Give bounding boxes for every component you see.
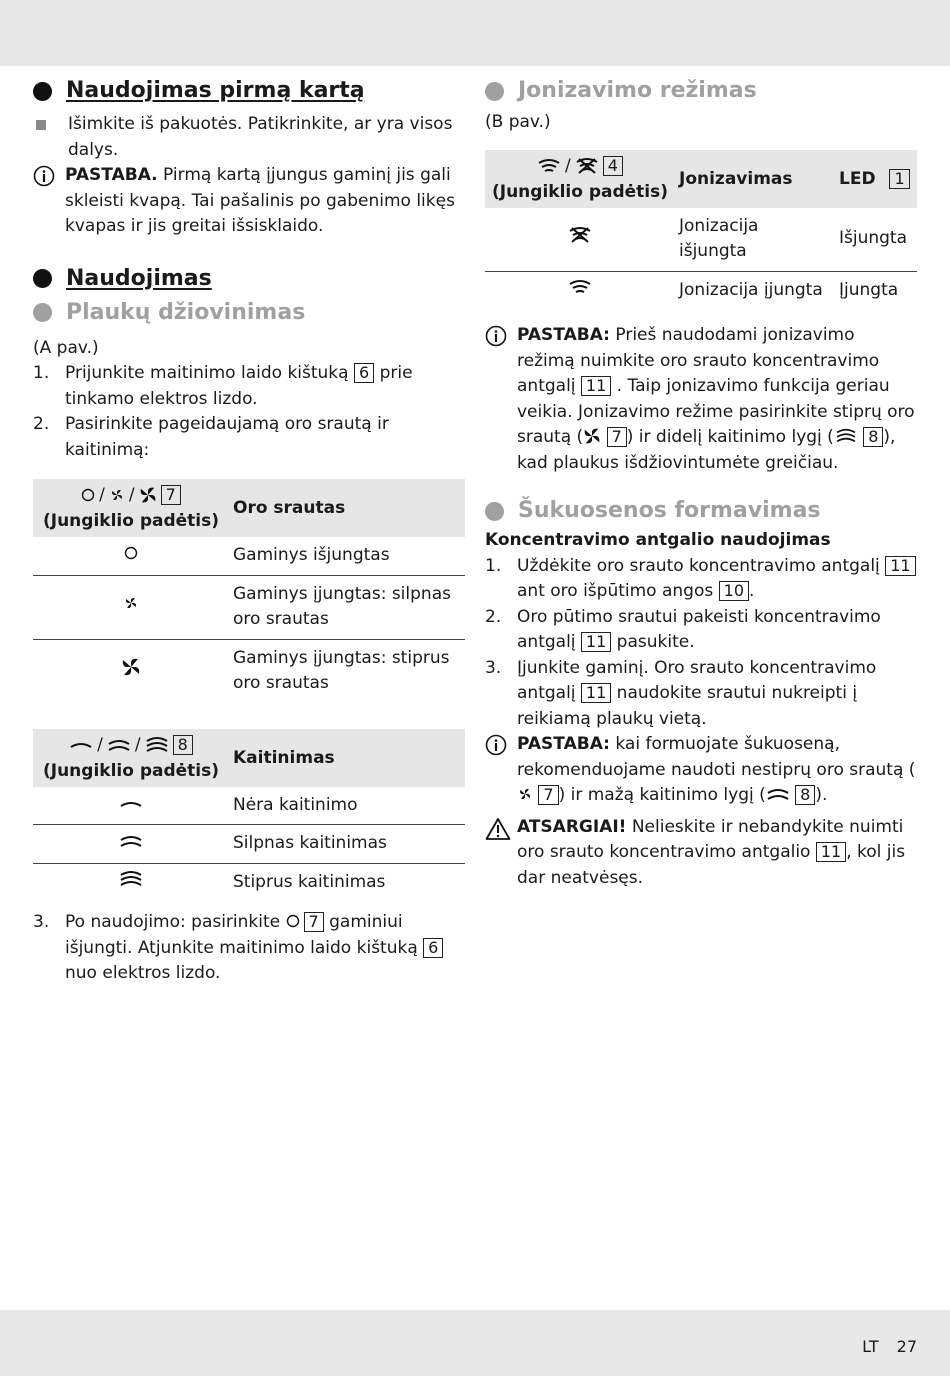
table-row: Nėra kaitinimo: [33, 787, 465, 825]
heat-low-icon: [119, 834, 143, 848]
col-airflow: Oro srautas: [229, 479, 465, 537]
heading-bullet-icon: [33, 303, 52, 322]
header-band: [0, 0, 950, 66]
ref-box: 6: [423, 938, 443, 958]
warning-styling: ATSARGIAI! Nelieskite ir nebandykite nuimti oro srauto koncentravimo antgalio 11 , kol jis dar neatvėsęs.: [485, 815, 917, 892]
heading-bullet-icon: [33, 269, 52, 288]
heat-none-icon: [69, 739, 93, 751]
fan-low-icon: [109, 487, 125, 503]
step-3: 3. Po naudojimo: pasirinkite 7 gaminiui išjungti. Atjunkite maitinimo laido kištuką 6 nuo elektros lizdo.: [33, 910, 465, 987]
heat-high-icon: [834, 428, 858, 444]
heading-hair-drying: Plaukų džiovinimas: [33, 296, 465, 330]
left-column: [33, 72, 465, 987]
unpack-item: Išimkite iš pakuotės. Patikrinkite, ar yra visos dalys.: [33, 112, 465, 163]
square-bullet-icon: [36, 120, 46, 130]
off-circle-icon: [81, 488, 95, 502]
ref-box: 7: [161, 485, 181, 505]
off-circle-icon: [286, 914, 300, 928]
ref-box: 10: [719, 581, 749, 601]
heading-first-use: Naudojimas pirmą kartą: [33, 74, 465, 108]
off-circle-icon: [124, 546, 138, 560]
info-icon: [33, 165, 55, 240]
ref-box: 11: [581, 683, 611, 703]
ion-on-icon: [568, 279, 592, 295]
heat-low-icon: [107, 738, 131, 752]
table-row: Gaminys išjungtas: [33, 537, 465, 575]
col-led: LED 1: [835, 150, 917, 208]
ref-box: 6: [354, 363, 374, 383]
table-row: Gaminys įjungtas: stiprus oro srautas: [33, 639, 465, 703]
ion-off-icon: [575, 157, 599, 175]
figure-ref-a: (A pav.): [33, 337, 99, 358]
col-ionization: Jonizavimas: [675, 150, 835, 208]
heat-none-icon: [119, 798, 143, 810]
note-styling: PASTABA: kai formuojate šukuoseną, rekomenduojame naudoti nestiprų oro srautą ( 7 ) ir mažą kaitinimo lygį ( 8 ).: [485, 732, 917, 809]
ref-box: 7: [304, 912, 324, 932]
page-number: 27: [896, 1337, 917, 1356]
heading-styling: Šukuosenos formavimas: [485, 494, 917, 528]
language-code: LT: [862, 1337, 879, 1356]
table-row: Jonizacija įjungta Įjungta: [485, 271, 917, 309]
ref-box: 7: [607, 427, 627, 447]
airflow-table: / / 7 (Jungiklio padėtis) Oro srautas Gaminys išjungtas Gaminys įjungtas: silpnas oro srautas Gaminys įjungtas: stiprus oro srautas: [33, 479, 465, 703]
warning-triangle-icon: [485, 817, 511, 892]
heading-bullet-icon: [485, 82, 504, 101]
footer-band: [0, 1310, 950, 1376]
ion-on-icon: [537, 158, 561, 174]
ref-box: 11: [581, 376, 611, 396]
table-row: Gaminys įjungtas: silpnas oro srautas: [33, 575, 465, 639]
ref-box: 8: [795, 785, 815, 805]
page-footer: [844, 1337, 917, 1356]
fan-low-icon: [517, 786, 533, 802]
ref-box: 8: [173, 735, 193, 755]
ref-box: 11: [816, 842, 846, 862]
heat-table: / / 8 (Jungiklio padėtis) Kaitinimas Nėra kaitinimo Silpnas kaitinimas Stiprus kaitinimas: [33, 729, 465, 903]
heading-ionization: Jonizavimo režimas: [485, 74, 917, 108]
right-column: [485, 72, 917, 891]
table-row: Stiprus kaitinimas: [33, 863, 465, 902]
step-2: 2. Pasirinkite pageidaujamą oro srautą ir kaitinimą:: [33, 414, 389, 460]
heading-bullet-icon: [33, 82, 52, 101]
ref-box: 8: [863, 427, 883, 447]
table-row: Jonizacija išjungta Išjungta: [485, 208, 917, 272]
info-icon: [485, 325, 507, 476]
info-icon: [485, 734, 507, 809]
table-row: Silpnas kaitinimas: [33, 825, 465, 864]
heat-high-icon: [119, 870, 143, 888]
ref-box: 11: [885, 556, 915, 576]
ion-off-icon: [568, 226, 592, 244]
fan-low-icon: [123, 595, 139, 611]
fan-high-icon: [121, 657, 141, 677]
figure-ref-b: (B pav.): [485, 112, 551, 132]
ref-box: 4: [603, 156, 623, 176]
note-first-use: PASTABA. Pirmą kartą įjungus gaminį jis gali skleisti kvapą. Tai pašalinis po gabenimo likęs kvapas ir jis greitai išsisklaido.: [33, 163, 465, 240]
fan-high-icon: [583, 427, 601, 445]
ref-box: 7: [538, 785, 558, 805]
subheading-concentrator: Koncentravimo antgalio naudojimas: [485, 530, 831, 550]
heat-high-icon: [145, 736, 169, 754]
heading-use: Naudojimas: [33, 262, 465, 296]
col-heating: Kaitinimas: [229, 729, 465, 787]
heading-bullet-icon: [485, 502, 504, 521]
style-step-1: 1. Uždėkite oro srauto koncentravimo antgalį 11 ant oro išpūtimo angos 10 .: [485, 554, 917, 605]
style-step-2: 2. Oro pūtimo srautui pakeisti koncentravimo antgalį 11 pasukite.: [485, 606, 881, 652]
fan-high-icon: [139, 486, 157, 504]
ref-box: 11: [581, 632, 611, 652]
style-step-3: 3. Įjunkite gaminį. Oro srauto koncentravimo antgalį 11 naudokite srautui nukreipti į reikiamą plaukų vietą.: [485, 657, 877, 729]
ionization-table: / 4 (Jungiklio padėtis) Jonizavimas LED 1 Jonizacija išjungta Išjungta Jonizacija įjungta Įjungta: [485, 150, 917, 310]
heat-low-icon: [766, 787, 790, 801]
ref-box: 1: [889, 169, 909, 189]
step-1: 1. Prijunkite maitinimo laido kištuką 6 prie tinkamo elektros lizdo.: [33, 363, 413, 409]
note-ionization: PASTABA: Prieš naudodami jonizavimo režimą nuimkite oro srauto koncentravimo antgalį 11 . Taip jonizavimo funkcija geriau veikia. Jonizavimo režime pasirinkite stiprų oro srautą ( 7 ) ir didelį kaitinimo lygį ( 8 ), kad plaukus išdžiovintumėte greičiau.: [485, 323, 917, 476]
